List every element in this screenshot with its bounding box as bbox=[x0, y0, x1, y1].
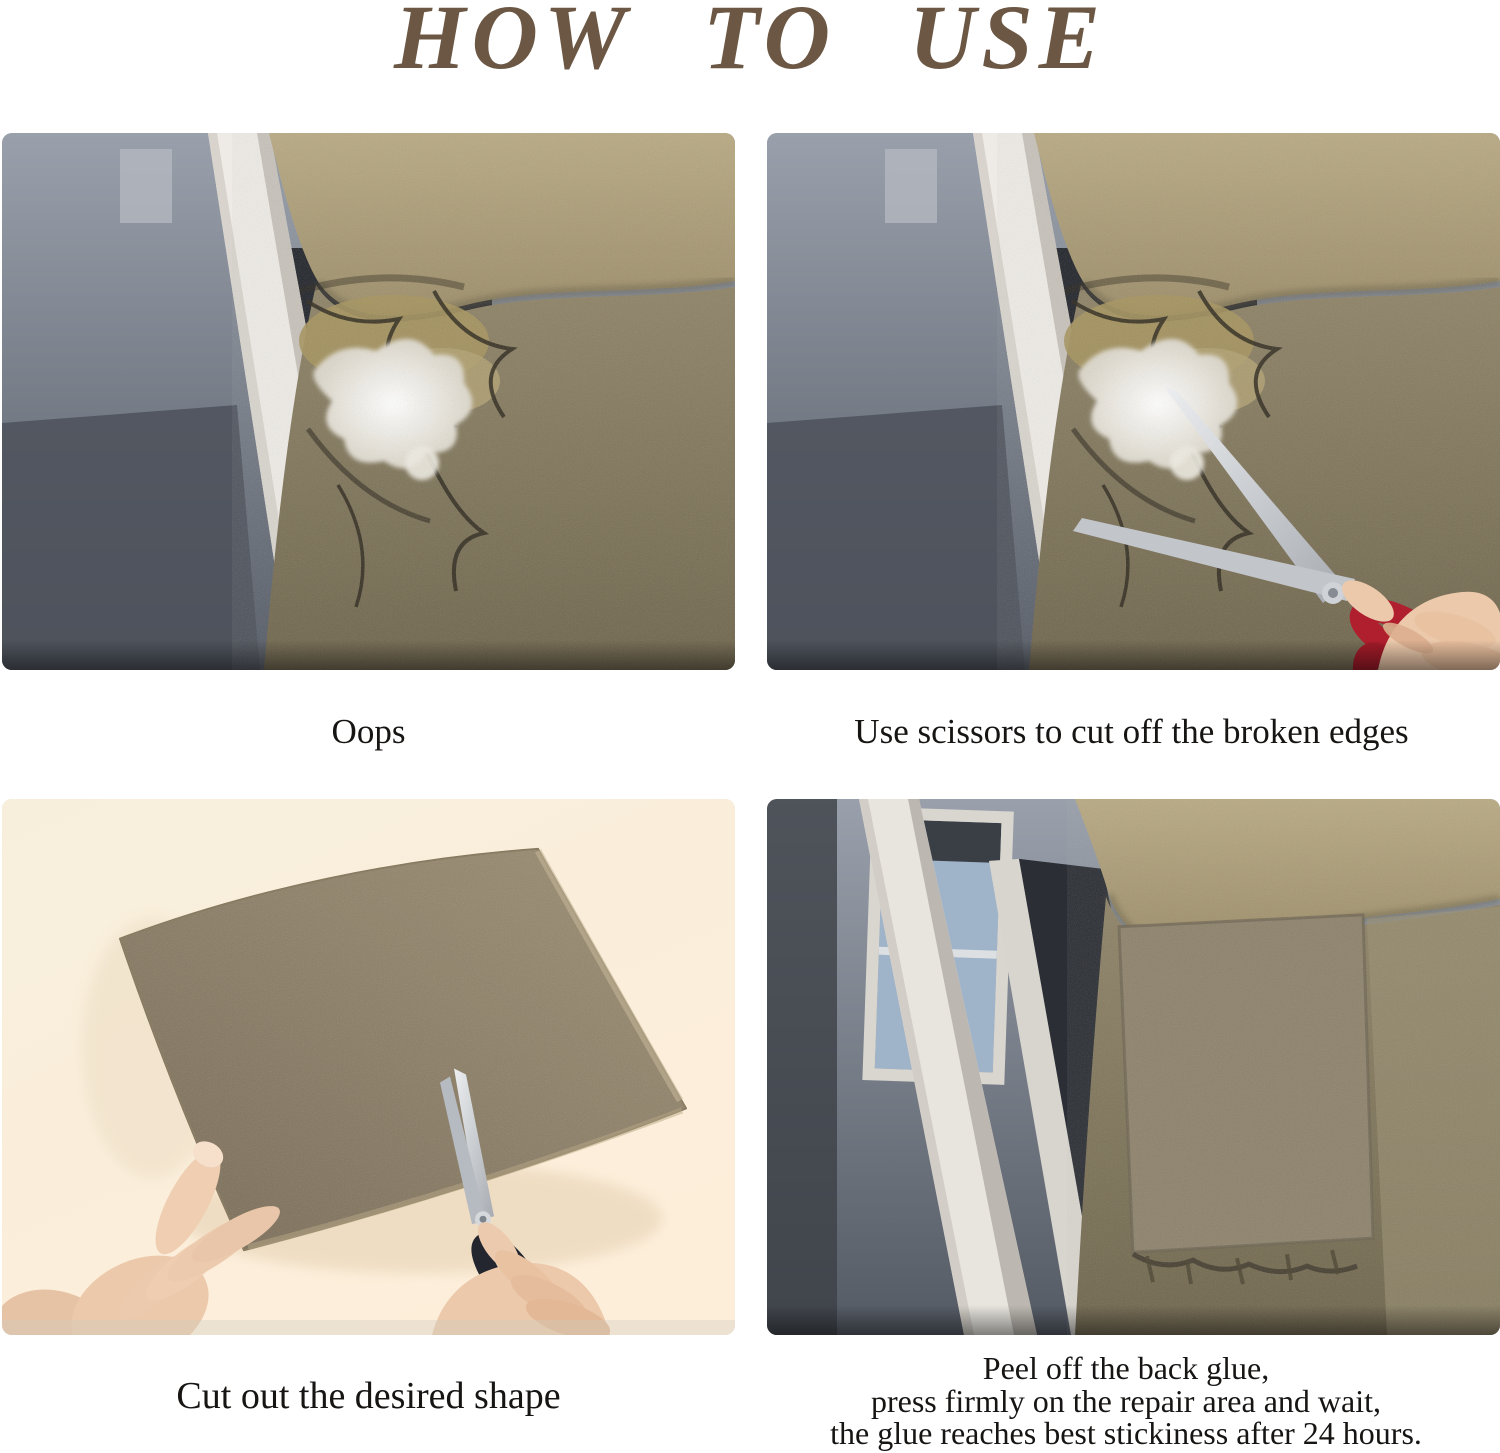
step1-caption: Oops bbox=[331, 712, 406, 751]
step4-caption-line3: the glue reaches best stickiness after 24 hours. bbox=[830, 1415, 1422, 1452]
patch-applied-illustration bbox=[767, 799, 1500, 1335]
step4-photo-patch-applied bbox=[767, 799, 1500, 1335]
step2-photo-scissors-trim bbox=[767, 133, 1500, 670]
step2-caption: Use scissors to cut off the broken edges bbox=[854, 712, 1409, 751]
scissors-trimming-illustration bbox=[767, 133, 1500, 670]
step3-caption: Cut out the desired shape bbox=[176, 1375, 561, 1417]
step3-photo-cut-patch bbox=[2, 799, 735, 1335]
page-title: HOW TO USE bbox=[393, 0, 1107, 88]
step4-caption-line1: Peel off the back glue, bbox=[982, 1350, 1270, 1386]
step4-caption bbox=[752, 1352, 1500, 1450]
cutting-patch-illustration bbox=[2, 799, 735, 1335]
step4-caption-line2: press firmly on the repair area and wait, bbox=[870, 1382, 1381, 1419]
step1-photo-torn-couch bbox=[2, 133, 735, 670]
torn-couch-illustration bbox=[2, 133, 735, 670]
